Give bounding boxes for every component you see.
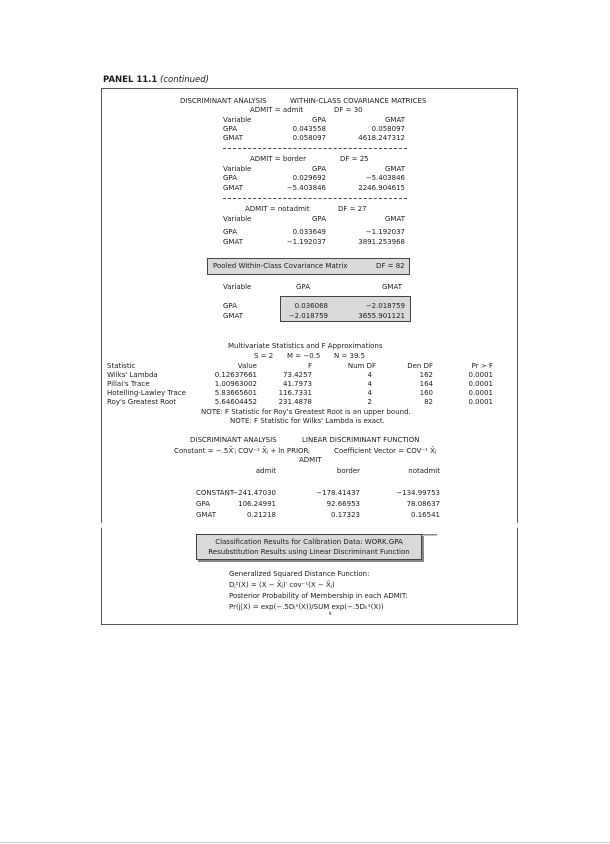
multi-numdf: 2 <box>367 398 372 406</box>
multi-dendf: 164 <box>419 380 433 388</box>
cell-value: 4618.247312 <box>358 134 405 142</box>
cell-value: −1.192037 <box>286 238 326 246</box>
row-label: GMAT <box>223 184 243 192</box>
cell-value: 0.036068 <box>294 302 328 310</box>
multi-col: Den DF <box>407 362 433 370</box>
ldf-row-label: GPA <box>196 500 210 508</box>
multi-m: M = −0.5 <box>287 352 321 360</box>
ldf-value: 106.24991 <box>238 500 276 508</box>
col-gmat: GMAT <box>385 116 405 124</box>
row-label: GMAT <box>223 238 243 246</box>
multi-stat: Wilks' Lambda <box>107 371 158 379</box>
multi-pr: 0.0001 <box>468 371 493 379</box>
multi-pr: 0.0001 <box>468 380 493 388</box>
ldf-value: 0.21218 <box>247 511 276 519</box>
col-variable: Variable <box>223 215 252 223</box>
ldf-header-left: DISCRIMINANT ANALYSIS <box>190 436 277 444</box>
group-df: DF = 30 <box>334 106 363 114</box>
cell-value: −5.403846 <box>286 184 326 192</box>
cell-value: 0.058097 <box>371 125 405 133</box>
page-bottom-edge <box>0 842 610 843</box>
panel-label: PANEL 11.1 <box>103 75 158 85</box>
multi-n: N = 39.5 <box>334 352 366 360</box>
col-variable: Variable <box>223 116 252 124</box>
group-title: ADMIT = admit <box>250 106 304 114</box>
clipped-row <box>196 521 440 524</box>
classification-line2: Resubstitution Results using Linear Discriminant Function <box>208 548 410 556</box>
ldf-value: −241.47030 <box>232 489 276 497</box>
multi-value: 1.00963002 <box>214 380 257 388</box>
cell-value: −2.018759 <box>288 312 328 320</box>
row-label: GPA <box>223 302 237 310</box>
multi-s: S = 2 <box>254 352 274 360</box>
pooled-title: Pooled Within-Class Covariance Matrix <box>213 262 348 270</box>
cell-value: 0.058097 <box>292 134 326 142</box>
dashed-divider <box>223 198 407 199</box>
multi-stat: Roy's Greatest Root <box>107 398 177 406</box>
ldf-admit-label: ADMIT <box>299 456 322 464</box>
multi-dendf: 82 <box>424 398 433 406</box>
ldf-value: −134.99753 <box>396 489 440 497</box>
ldf-row-label: CONSTANT <box>196 489 235 497</box>
cell-value: −5.403846 <box>365 174 405 182</box>
col-gpa: GPA <box>312 215 326 223</box>
col-gmat: GMAT <box>385 215 405 223</box>
cell-value: 3655.901121 <box>358 312 405 320</box>
col-gpa: GPA <box>312 116 326 124</box>
gsd-formula: Dⱼ²(X) = (X − X̄ⱼ)′ cov⁻¹(X − X̄ⱼ) <box>229 581 335 589</box>
dashed-divider <box>223 148 407 149</box>
multi-pr: 0.0001 <box>468 398 493 406</box>
group-df: DF = 27 <box>338 205 367 213</box>
ldf-value: −178.41437 <box>316 489 360 497</box>
multi-note: NOTE: F Statistic for Roy's Greatest Root is an upper bound. <box>201 408 411 416</box>
multi-dendf: 160 <box>419 389 433 397</box>
ldf-col: border <box>336 467 360 475</box>
group-title: ADMIT = notadmit <box>245 205 310 213</box>
cell-value: 0.043558 <box>292 125 326 133</box>
ldf-value: 0.16541 <box>411 511 440 519</box>
ldf-value: 78.08637 <box>406 500 440 508</box>
ldf-header-right: LINEAR DISCRIMINANT FUNCTION <box>302 436 420 444</box>
ldf-constant-formula: Constant = −.5X̄′ⱼ COV⁻¹ X̄ⱼ + ln PRIORⱼ <box>174 447 310 455</box>
row-label: GPA <box>223 174 237 182</box>
multi-f: 116.7331 <box>278 389 312 397</box>
cell-value: 0.033649 <box>292 228 326 236</box>
group-title: ADMIT = border <box>250 155 306 163</box>
panel-title <box>103 75 209 85</box>
multi-numdf: 4 <box>367 371 372 379</box>
pooled-col-gmat: GMAT <box>382 283 402 291</box>
multi-f: 41.7973 <box>283 380 312 388</box>
cell-value: 0.029692 <box>292 174 326 182</box>
pooled-col-gpa: GPA <box>296 283 310 291</box>
multi-dendf: 162 <box>419 371 433 379</box>
cell-value: 3891.253968 <box>358 238 405 246</box>
ldf-value: 92.66953 <box>326 500 360 508</box>
cell-value: −1.192037 <box>365 228 405 236</box>
multi-f: 73.4257 <box>283 371 312 379</box>
row-label: GMAT <box>223 312 243 320</box>
sum-subscript: k <box>329 611 332 617</box>
posterior-formula: Pr(j|X) = exp(−.5Dⱼ²(X))/SUM exp(−.5Dₖ²(X)) <box>229 603 384 611</box>
ldf-row-label: GMAT <box>196 511 216 519</box>
row-label: GPA <box>223 125 237 133</box>
row-label: GMAT <box>223 134 243 142</box>
multi-stat: Pillai's Trace <box>107 380 150 388</box>
multi-col: Value <box>237 362 257 370</box>
group-df: DF = 25 <box>340 155 369 163</box>
multi-numdf: 4 <box>367 380 372 388</box>
pooled-df: DF = 82 <box>376 262 405 270</box>
ldf-coef-formula: Coefficient Vector = COV⁻¹ X̄ⱼ <box>334 447 437 455</box>
posterior-title: Posterior Probability of Membership in each ADMIT: <box>229 592 408 600</box>
frame-gap <box>100 523 103 528</box>
multi-col: Statistic <box>107 362 136 370</box>
col-gpa: GPA <box>312 165 326 173</box>
ldf-value: 0.17323 <box>331 511 360 519</box>
multi-col: F <box>307 362 312 370</box>
row-label: GPA <box>223 228 237 236</box>
multi-col: Pr > F <box>471 362 493 370</box>
cell-value: −2.018759 <box>365 302 405 310</box>
frame-gap <box>516 523 519 528</box>
cov-header-left: DISCRIMINANT ANALYSIS <box>180 97 267 105</box>
multi-stat: Hotelling-Lawley Trace <box>107 389 186 397</box>
panel-continued: (continued) <box>160 75 209 85</box>
multi-f: 231.4878 <box>278 398 312 406</box>
ldf-col: notadmit <box>408 467 440 475</box>
cell-value: 2246.904615 <box>358 184 405 192</box>
pooled-col-variable: Variable <box>223 283 252 291</box>
ldf-col: admit <box>255 467 276 475</box>
multi-pr: 0.0001 <box>468 389 493 397</box>
multi-col: Num DF <box>347 362 376 370</box>
col-gmat: GMAT <box>385 165 405 173</box>
gsd-title: Generalized Squared Distance Function: <box>229 570 370 578</box>
multi-value: 5.64604452 <box>214 398 257 406</box>
multi-value: 5.83665601 <box>214 389 257 397</box>
multi-value: 0.12637661 <box>214 371 257 379</box>
multi-numdf: 4 <box>367 389 372 397</box>
col-variable: Variable <box>223 165 252 173</box>
classification-line1: Classification Results for Calibration Data: WORK.GPA <box>215 538 403 546</box>
cov-header-right: WITHIN-CLASS COVARIANCE MATRICES <box>290 97 427 105</box>
multi-title: Multivariate Statistics and F Approximations <box>228 342 383 350</box>
multi-note: NOTE: F Statistic for Wilks' Lambda is exact. <box>230 417 385 425</box>
